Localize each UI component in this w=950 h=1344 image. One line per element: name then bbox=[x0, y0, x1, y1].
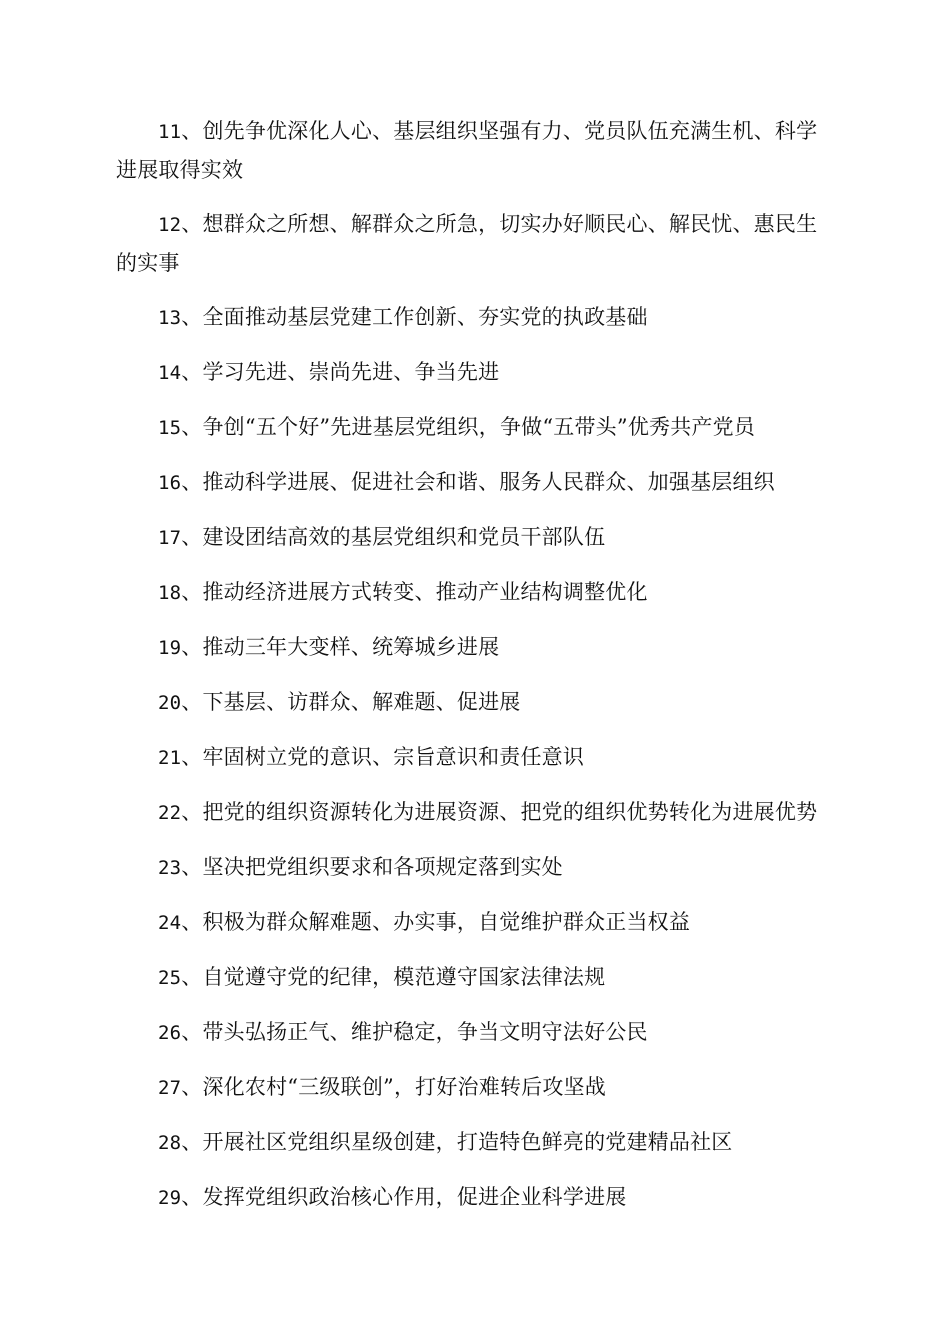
item-number: 24 bbox=[158, 912, 182, 934]
item-number: 12 bbox=[158, 214, 182, 236]
item-number: 29 bbox=[158, 1187, 182, 1209]
item-text: 、下基层、访群众、解难题、促进展 bbox=[181, 690, 521, 714]
item-text: 、自觉遵守党的纪律，模范遵守国家法律法规 bbox=[181, 965, 606, 989]
item-number: 17 bbox=[158, 527, 182, 549]
item-number: 16 bbox=[158, 472, 182, 494]
item-number: 22 bbox=[158, 802, 182, 824]
item-text: 、争创“五个好”先进基层党组织，争做“五带头”优秀共产党员 bbox=[181, 415, 756, 439]
list-item bbox=[116, 1068, 836, 1107]
list-item bbox=[116, 298, 836, 337]
item-number: 21 bbox=[158, 747, 182, 769]
item-number: 20 bbox=[158, 692, 182, 714]
item-number: 15 bbox=[158, 417, 182, 439]
item-text: 、带头弘扬正气、维护稳定，争当文明守法好公民 bbox=[181, 1020, 648, 1044]
list-item bbox=[116, 1013, 836, 1052]
list-item bbox=[116, 1123, 836, 1162]
item-text: 、开展社区党组织星级创建，打造特色鲜亮的党建精品社区 bbox=[181, 1130, 733, 1154]
document-body bbox=[116, 112, 836, 1233]
item-text: 、建设团结高效的基层党组织和党员干部队伍 bbox=[181, 525, 606, 549]
list-item bbox=[116, 112, 836, 189]
item-text: 、学习先进、崇尚先进、争当先进 bbox=[181, 360, 500, 384]
item-number: 19 bbox=[158, 637, 182, 659]
item-text: 、坚决把党组织要求和各项规定落到实处 bbox=[181, 855, 563, 879]
item-number: 23 bbox=[158, 857, 182, 879]
item-number: 13 bbox=[158, 307, 182, 329]
list-item bbox=[116, 1178, 836, 1217]
list-item bbox=[116, 793, 836, 832]
list-item bbox=[116, 958, 836, 997]
list-item bbox=[116, 573, 836, 612]
item-number: 27 bbox=[158, 1077, 182, 1099]
item-text: 、全面推动基层党建工作创新、夯实党的执政基础 bbox=[181, 305, 648, 329]
list-item bbox=[116, 903, 836, 942]
item-number: 25 bbox=[158, 967, 182, 989]
item-number: 28 bbox=[158, 1132, 182, 1154]
item-text: 、推动三年大变样、统筹城乡进展 bbox=[181, 635, 500, 659]
item-text: 、把党的组织资源转化为进展资源、把党的组织优势转化为进展优势 bbox=[181, 800, 818, 824]
list-item bbox=[116, 628, 836, 667]
list-item bbox=[116, 205, 836, 282]
list-item bbox=[116, 408, 836, 447]
item-number: 18 bbox=[158, 582, 182, 604]
item-text: 、牢固树立党的意识、宗旨意识和责任意识 bbox=[181, 745, 585, 769]
item-number: 26 bbox=[158, 1022, 182, 1044]
item-text: 、想群众之所想、解群众之所急，切实办好顺民心、解民忧、惠民生的实事 bbox=[116, 212, 818, 275]
item-text: 、创先争优深化人心、基层组织坚强有力、党员队伍充满生机、科学进展取得实效 bbox=[116, 119, 818, 182]
item-number: 11 bbox=[158, 121, 182, 143]
item-text: 、推动经济进展方式转变、推动产业结构调整优化 bbox=[181, 580, 648, 604]
item-text: 、积极为群众解难题、办实事，自觉维护群众正当权益 bbox=[181, 910, 691, 934]
item-text: 、发挥党组织政治核心作用，促进企业科学进展 bbox=[181, 1185, 627, 1209]
list-item bbox=[116, 518, 836, 557]
item-text: 、深化农村“三级联创”，打好治难转后攻坚战 bbox=[181, 1075, 606, 1099]
list-item bbox=[116, 683, 836, 722]
list-item bbox=[116, 848, 836, 887]
item-number: 14 bbox=[158, 362, 182, 384]
list-item bbox=[116, 353, 836, 392]
list-item bbox=[116, 738, 836, 777]
item-text: 、推动科学进展、促进社会和谐、服务人民群众、加强基层组织 bbox=[181, 470, 775, 494]
list-item bbox=[116, 463, 836, 502]
